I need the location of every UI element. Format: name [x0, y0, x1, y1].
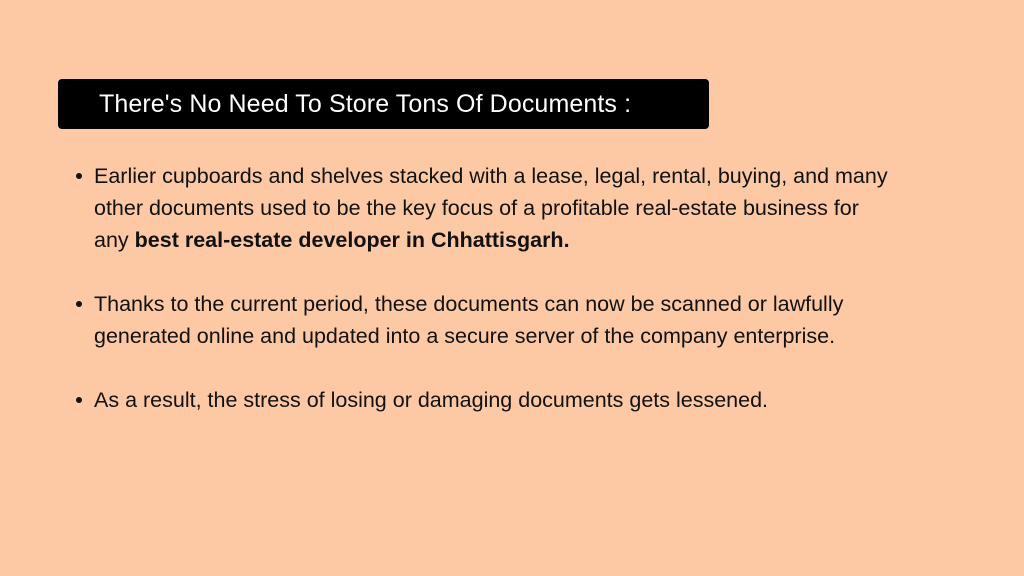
- bullet-dot-icon: [76, 173, 82, 179]
- bullet-item: [76, 288, 976, 352]
- bullet-2-line-1: Thanks to the current period, these documents can now be scanned or lawfully: [94, 292, 844, 316]
- bullet-3-line-1: As a result, the stress of losing or damaging documents gets lessened.: [94, 388, 769, 412]
- bullet-2-line-2: generated online and updated into a secure server of the company enterprise.: [94, 324, 836, 348]
- bullet-list: [76, 160, 976, 416]
- bullet-1-line-2: other documents used to be the key focus of a profitable real-estate business for: [94, 196, 859, 220]
- bullet-1-bold-text: best real-estate developer in Chhattisgarh.: [134, 228, 570, 252]
- bullet-1-line-3-prefix: any: [94, 228, 135, 252]
- bullet-item: [76, 384, 976, 416]
- bullet-dot-icon: [76, 301, 82, 307]
- bullet-dot-icon: [76, 397, 82, 403]
- title-bar: [58, 79, 709, 129]
- bullet-1-line-1: Earlier cupboards and shelves stacked with a lease, legal, rental, buying, and many: [94, 164, 888, 188]
- bullet-item: [76, 160, 976, 256]
- slide-title: There's No Need To Store Tons Of Documents :: [99, 89, 632, 118]
